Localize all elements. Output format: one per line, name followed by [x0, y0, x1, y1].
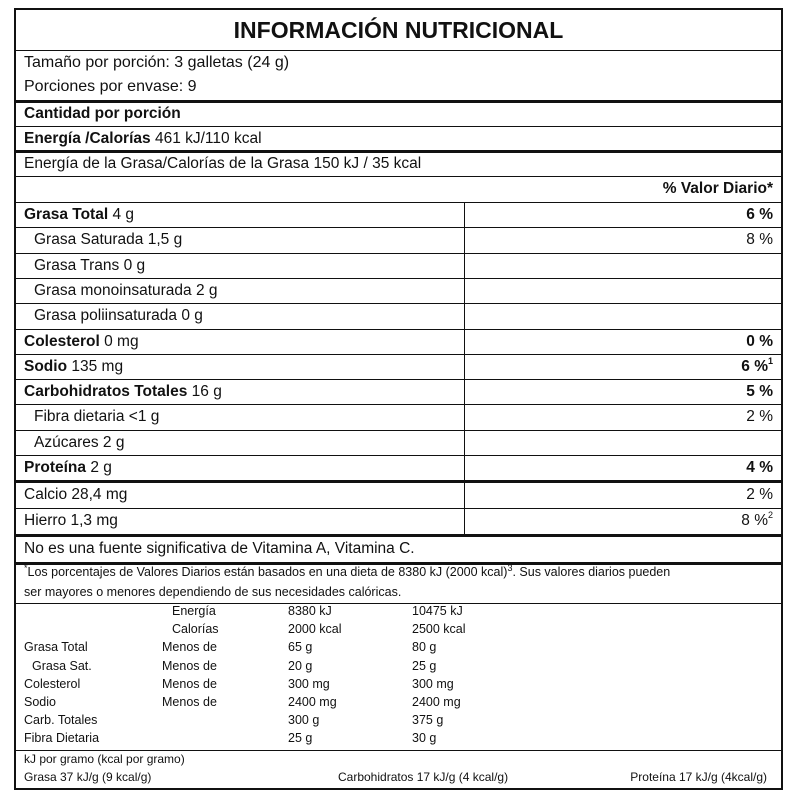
reference-nutrient: Carb. Totales	[24, 713, 98, 728]
nutrient-amount: 4 g	[112, 206, 135, 223]
nutrient-row	[24, 383, 222, 401]
footnote-line-1: *Los porcentajes de Valores Diarios están basados en una dieta de 8380 kJ (2000 kcal)$^3$. Sus valores diarios pueden	[24, 563, 671, 579]
reference-value-2500: 2400 mg	[412, 695, 461, 709]
reference-value-2500: 80 g	[412, 640, 437, 655]
nutrient-daily-value	[741, 355, 773, 376]
mineral-daily-value	[741, 512, 773, 530]
nutrient-name: Grasa Total	[24, 206, 109, 223]
divider-thick	[16, 100, 781, 103]
divider	[16, 750, 781, 751]
daily-value-header: % Valor Diario*	[662, 180, 773, 197]
energy-label: Energía /Calorías	[24, 130, 151, 147]
nutrient-name: Colesterol	[24, 332, 100, 350]
row-divider	[16, 508, 781, 509]
row-divider	[16, 253, 781, 254]
nutrient-name: Carbohidratos Totales	[24, 383, 188, 401]
row-divider	[16, 455, 781, 456]
nutrition-facts-label	[14, 8, 783, 790]
reference-value-2000: 65 g	[288, 640, 313, 655]
column-divider	[464, 202, 465, 480]
nutrient-name: Grasa poliinsaturada 0 g	[34, 307, 203, 325]
nutrient-daily-value	[746, 408, 773, 426]
energy-row	[24, 130, 262, 148]
daily-value-text: 2 %	[746, 408, 773, 426]
reference-value-2500: 30 g	[412, 731, 437, 746]
divider-thick	[16, 534, 781, 537]
nutrient-row	[34, 307, 203, 325]
daily-value-text: 2 %	[746, 486, 773, 503]
reference-header-label: Energía	[172, 604, 216, 618]
reference-value-2000: 2400 mg	[288, 695, 337, 709]
nutrient-amount: 2 g	[90, 459, 112, 476]
nutrient-row	[34, 434, 124, 452]
nutrient-row	[24, 358, 123, 376]
nutrient-daily-value	[746, 206, 773, 224]
fat-energy: Energía de la Grasa/Calorías de la Grasa 150 kJ / 35 kcal	[24, 155, 422, 172]
footnote-line-2: ser mayores o menores dependiendo de sus necesidades calóricas.	[24, 585, 402, 599]
nutrient-name: Fibra dietaria <1 g	[34, 408, 160, 426]
row-divider	[16, 379, 781, 380]
nutrient-amount: 16 g	[191, 383, 222, 401]
reference-nutrient: Grasa Total	[24, 640, 88, 655]
divider	[16, 50, 781, 51]
nutrient-name: Azúcares 2 g	[34, 433, 125, 451]
nutrient-daily-value	[746, 383, 773, 401]
divider	[16, 202, 781, 203]
amount-per-serving: Cantidad por porción	[24, 105, 181, 122]
reference-nutrient: Fibra Dietaria	[24, 731, 100, 746]
row-divider	[16, 404, 781, 405]
nutrient-amount: 0 mg	[104, 332, 139, 350]
daily-value-text: 0 %	[746, 332, 773, 350]
servings-per-container: Porciones por envase: 9	[24, 78, 197, 95]
divider-thick	[16, 150, 781, 153]
reference-qualifier: Menos de	[162, 640, 217, 655]
reference-value-2500: 300 mg	[412, 676, 454, 691]
divider	[16, 126, 781, 127]
label-title: INFORMACIÓN NUTRICIONAL	[233, 17, 564, 43]
reference-header-value-2500: 10475 kJ	[412, 604, 463, 618]
nutrient-daily-value	[746, 459, 773, 477]
reference-nutrient: Sodio	[24, 695, 56, 709]
daily-value-text: 4 %	[746, 459, 773, 476]
daily-value-footnote-mark: 2	[767, 510, 773, 520]
row-divider	[16, 227, 781, 228]
nutrient-row	[34, 408, 159, 426]
reference-header-value-2000: 2000 kcal	[288, 622, 342, 637]
nutrient-row	[24, 333, 139, 351]
footnote-text-b: . Sus valores diarios pueden	[512, 565, 671, 579]
reference-header-label: Calorías	[172, 622, 219, 637]
divider	[16, 176, 781, 177]
footnote-text-a: Los porcentajes de Valores Diarios están basados en una dieta de 8380 kJ (2000 kcal)	[27, 565, 508, 579]
reference-value-2000: 300 g	[288, 713, 320, 728]
per-gram-title: kJ por gramo (kcal por gramo)	[24, 752, 185, 766]
reference-qualifier: Menos de	[162, 676, 217, 691]
reference-header-value-2500: 2500 kcal	[412, 622, 466, 637]
daily-value-text: 8 %	[746, 231, 773, 249]
nutrient-row	[24, 459, 112, 477]
nutrient-daily-value	[746, 231, 773, 249]
reference-value-2000: 300 mg	[288, 676, 330, 691]
nutrient-row	[24, 206, 134, 224]
nutrient-daily-value	[746, 333, 773, 351]
mineral-daily-value	[746, 486, 773, 504]
energy-value: 461 kJ/110 kcal	[154, 130, 262, 147]
nutrient-amount: 135 mg	[71, 357, 124, 375]
reference-value-2000: 25 g	[288, 731, 313, 746]
daily-value-text: 6 %	[741, 357, 768, 375]
row-divider	[16, 303, 781, 304]
reference-header-value-2000: 8380 kJ	[288, 604, 332, 618]
daily-value-text: 8 %	[741, 512, 768, 529]
nutrient-name: Grasa Trans 0 g	[34, 256, 146, 274]
mineral-name: Hierro 1,3 mg	[24, 512, 118, 529]
nutrient-row	[34, 231, 182, 249]
row-divider	[16, 329, 781, 330]
row-divider	[16, 354, 781, 355]
nutrient-row	[34, 282, 218, 300]
reference-nutrient: Grasa Sat.	[32, 658, 92, 673]
reference-value-2500: 375 g	[412, 713, 444, 728]
reference-nutrient: Colesterol	[24, 676, 81, 691]
not-significant-note: No es una fuente significativa de Vitamina A, Vitamina C.	[24, 540, 415, 557]
mineral-name: Calcio 28,4 mg	[24, 486, 128, 503]
per-gram-protein: Proteína 17 kJ/g (4kcal/g)	[630, 770, 767, 784]
serving-size: Tamaño por porción: 3 galletas (24 g)	[24, 54, 290, 71]
row-divider	[16, 278, 781, 279]
per-gram-fat: Grasa 37 kJ/g (9 kcal/g)	[24, 770, 152, 784]
daily-value-footnote-mark: 1	[767, 355, 773, 366]
footnote-sup: 3	[507, 563, 513, 573]
row-divider	[16, 430, 781, 431]
nutrient-name: Sodio	[24, 357, 68, 375]
reference-value-2500: 25 g	[412, 658, 437, 673]
nutrient-row	[34, 257, 145, 275]
divider	[16, 603, 781, 604]
reference-value-2000: 20 g	[288, 658, 313, 673]
reference-qualifier: Menos de	[162, 658, 217, 673]
divider-thick	[16, 480, 781, 483]
reference-qualifier: Menos de	[162, 695, 217, 709]
nutrient-name: Grasa monoinsaturada 2 g	[34, 281, 218, 299]
nutrient-name: Grasa Saturada 1,5 g	[34, 231, 183, 249]
per-gram-carbs: Carbohidratos 17 kJ/g (4 kcal/g)	[338, 770, 509, 784]
daily-value-text: 6 %	[746, 206, 773, 223]
nutrient-name: Proteína	[24, 459, 87, 476]
daily-value-text: 5 %	[746, 383, 773, 401]
